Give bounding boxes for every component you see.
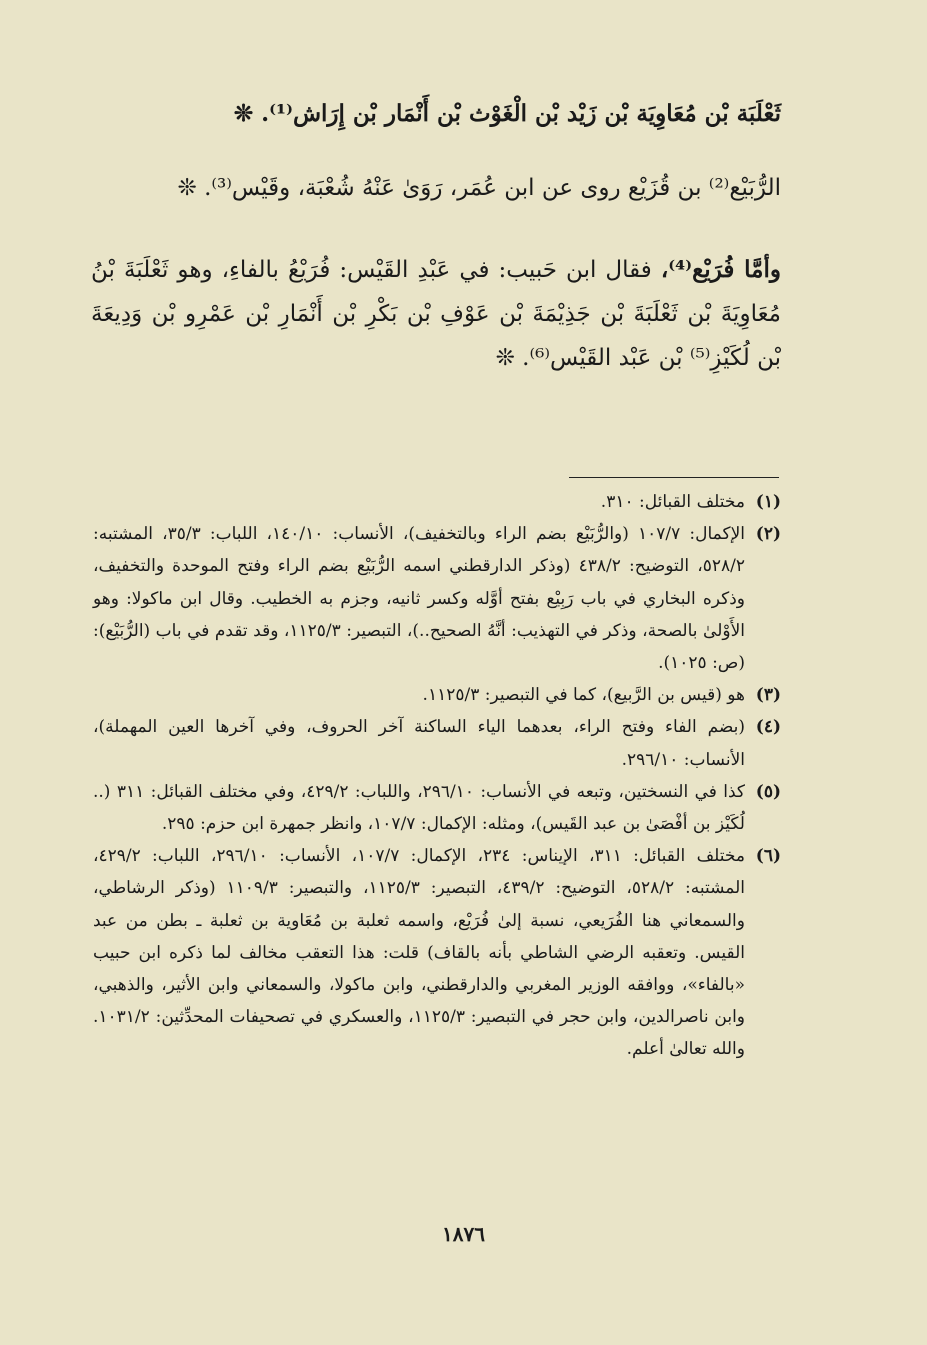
footnote-4 [93,711,781,775]
footnote-6 [93,840,781,1065]
page-number: ١٨٧٦ [442,1222,485,1246]
footnote-text: مختلف القبائل: ٣١١، الإيناس: ٢٣٤، الإكمال: ١٠٧/٧، الأنساب: ٢٩٦/١٠، اللباب: ٤٢٩/٢، المشتبه: ٥٢٨/٢، التوضيح: ٤٣٩/٢، التبصير: ١١٢٥/٣، والتبصير: ١١٠٩/٣ (وذكر الرشاطي، والسمعاني هنا الفُرَيعي، نسبة إلىٰ فُرَيْع، واسمه ثعلبة بن مُعَاوية بن ثعلبة ـ بطن من عبد القيس. وتعقبه الرضي الشاطي بأنه بالقاف) قلت: هذا التعقب مخالف لما ذكره ابن حبيب «بالفاء»، ووافقه الوزير المغربي والدارقطني، وابن ماكولا، والسمعاني وابن الأثير، والذهبي، وابن ناصرالدين، وابن حجر في التبصير: ١١٢٥/٣، والعسكري في تصحيفات المحدِّثين: ١٠٣١/٢. والله تعالىٰ أعلم. [93,846,745,1060]
footnote-text: الإكمال: ١٠٧/٧ (والرُّبَيْع بضم الراء وبالتخفيف)، الأنساب: ١٤٠/١٠، اللباب: ٣٥/٣، المشتبه: ٥٢٨/٢، التوضيح: ٤٣٨/٢ (وذكر الدارقطني اسمه الرُّبَيْع بضم الراء وفتح الموحدة والتخفيف، وذكره البخاري في باب رَبِيْع بفتح أوَّله وكسر ثانيه، وجزم به الخطيب. وقال ابن ماكولا: وهو الأَوْلىٰ بالصحة، وذكر في التهذيب: أنَّهُ الصحيح..)، التبصير: ١١٢٥/٣، وقد تقدم في باب (الرُّبَيْع): (ص: ١٠٢٥). [93,524,745,674]
footnote-1 [93,486,781,518]
footnote-text: كذا في النسختين، وتبعه في الأنساب: ٢٩٦/١٠، واللباب: ٤٢٩/٢، وفي مختلف القبائل: ٣١١ (.. لُكَيْز بن أفْصَىٰ بن عبد القَيس)، ومثله: الإكمال: ١٠٧/٧، وانظر جمهرة ابن حزم: ٢٩٥. [93,781,745,835]
footnote-text: (بضم الفاء وفتح الراء، بعدهما الياء الساكنة آخر الحروف، وفي آخرها العين المهملة)، الأنساب: ٢٩٦/١٠. [93,717,745,770]
entry-rubay: الرُّبَيْع⁽²⁾ بن قُزَيْع روى عن ابن عُمَر، رَوَىٰ عَنْهُ شُعْبَة، وقَيْس⁽³⁾. ❊ [177,175,781,201]
footnote-number: (٣) [755,685,781,706]
entry-furay-lead: وأمَّا فُرَيْع⁽⁴⁾، [660,256,781,283]
footnote-divider [569,477,779,478]
footnote-number: (١) [755,492,781,512]
entry-furay-body: فقال ابن حَبيب: في عَبْدِ القَيْس: فُرَيْعُ بالفاءِ، وهو ثَعْلَبَةَ بْنُ مُعَاوِيَةَ بْن ثَعْلَبَةَ بْن جَذِيْمَةَ بْن عَوْفِ بْن بَكْرِ بْن أَنْمَارِ بْن عَمْرِو بْن وَدِيعَةَ بْن لُكَيْزِ⁽⁵⁾ بْن عَبْد القَيْس⁽⁶⁾. ❊ [91,257,781,371]
entry-thalaba: ثَعْلَبَة بْن مُعَاوِيَة بْن زَيْد بْن الْغَوْث بْن أَنْمَار بْن إِرَاش⁽¹⁾. ❊ [233,100,781,127]
footnote-3 [93,679,781,711]
entry-furay [91,248,781,380]
footnote-5 [93,776,781,840]
footnote-text: مختلف القبائل: ٣١٠. [600,492,745,512]
footnote-2 [93,518,781,679]
footnote-number: (٢) [755,524,781,545]
footnote-number: (٤) [755,717,781,738]
main-text [91,92,781,380]
footnote-number: (٦) [755,846,781,867]
footnotes [93,486,781,1066]
footnote-number: (٥) [755,781,781,802]
footnote-text: هو (قيس بن الرَّبيع)، كما في التبصير: ١١٢٥/٣. [422,685,745,706]
